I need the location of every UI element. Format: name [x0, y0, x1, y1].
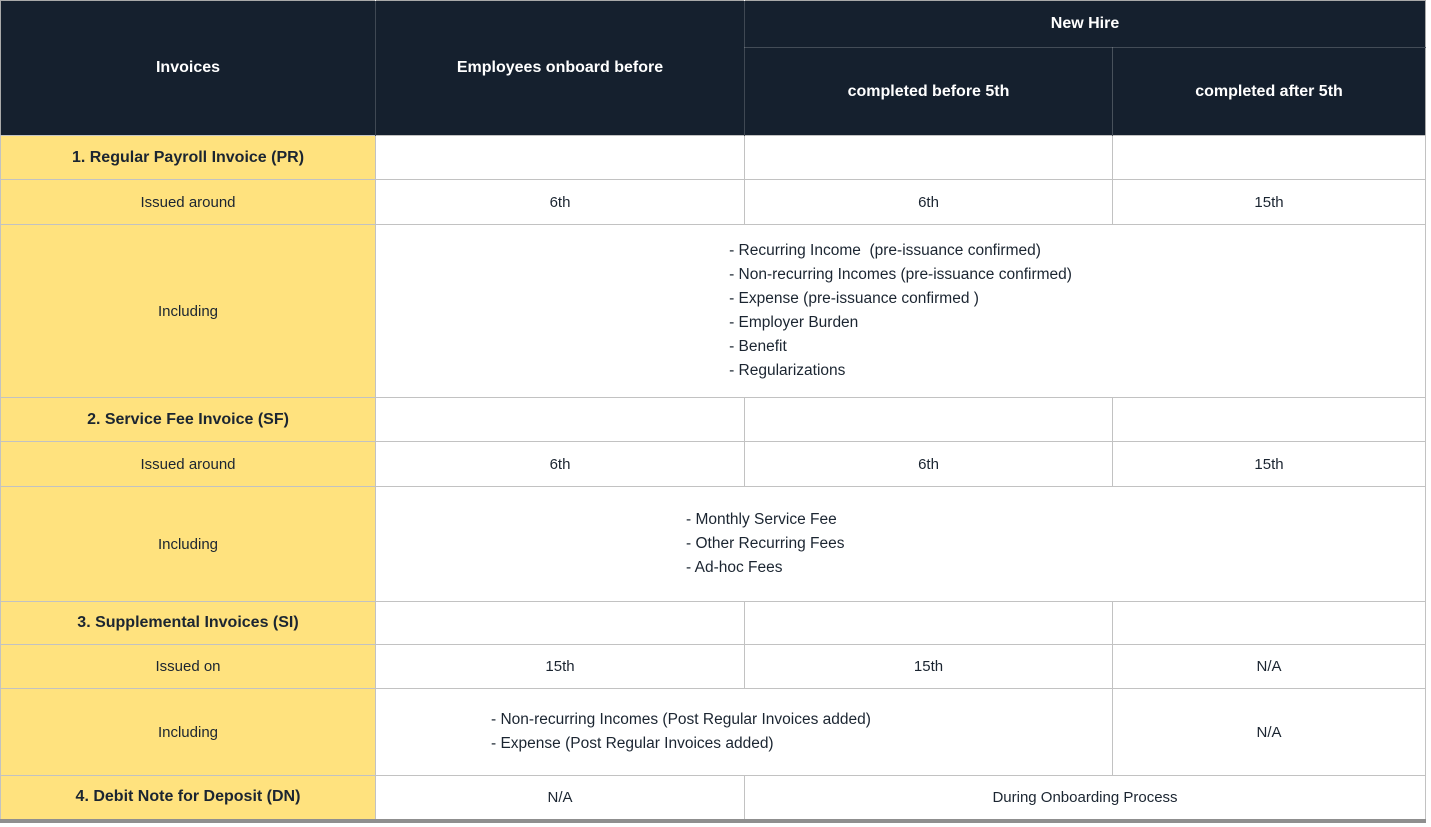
section3-title-row: [1, 602, 1426, 645]
section3-issued-employees: 15th: [376, 645, 745, 689]
section3-including-list: - Non-recurring Incomes (Post Regular Invoices added) - Expense (Post Regular Invoices added): [491, 711, 871, 752]
section3-issued-row: [1, 645, 1426, 689]
section2-including-label: Including: [1, 487, 376, 602]
section2-including-row: [1, 487, 1426, 602]
section2-empty-col3: [745, 398, 1113, 442]
section1-issued-before5th: 6th: [745, 180, 1113, 225]
section1-issued-after5th: 15th: [1113, 180, 1426, 225]
header-employees-onboard-before: Employees onboard before: [376, 1, 745, 136]
section1-empty-col4: [1113, 136, 1426, 180]
section1-issued-row: [1, 180, 1426, 225]
section3-title-cell: 3. Supplemental Invoices (SI): [1, 602, 376, 645]
section3-issued-label: Issued on: [1, 645, 376, 689]
header-completed-before-5th: completed before 5th: [745, 48, 1113, 136]
header-row-top: [1, 1, 1426, 48]
section3-issued-after5th: N/A: [1113, 645, 1426, 689]
section3-including-label: Including: [1, 689, 376, 776]
section4-title-cell: 4. Debit Note for Deposit (DN): [1, 776, 376, 821]
section1-title-cell: 1. Regular Payroll Invoice (PR): [1, 136, 376, 180]
section3-empty-col2: [376, 602, 745, 645]
section4-newhire-value: During Onboarding Process: [745, 776, 1426, 821]
section2-title-row: [1, 398, 1426, 442]
section1-issued-employees: 6th: [376, 180, 745, 225]
section1-title-row: [1, 136, 1426, 180]
section2-including-cell: [376, 487, 1426, 602]
header-new-hire: New Hire: [745, 1, 1426, 48]
section3-including-na: N/A: [1113, 689, 1426, 776]
section1-including-list: - Recurring Income (pre-issuance confirmed) - Non-recurring Incomes (pre-issuance confirmed) - Expense (pre-issuance confirmed ) - Employer Burden - Benefit - Regularizations: [729, 242, 1072, 379]
section2-title-cell: 2. Service Fee Invoice (SF): [1, 398, 376, 442]
section2-issued-before5th: 6th: [745, 442, 1113, 487]
section2-issued-row: [1, 442, 1426, 487]
section4-row: [1, 776, 1426, 821]
section2-issued-after5th: 15th: [1113, 442, 1426, 487]
section3-including-cell: [376, 689, 1113, 776]
section2-issued-label: Issued around: [1, 442, 376, 487]
section3-including-row: [1, 689, 1426, 776]
section3-empty-col3: [745, 602, 1113, 645]
section1-empty-col2: [376, 136, 745, 180]
section2-including-list: - Monthly Service Fee - Other Recurring Fees - Ad-hoc Fees: [686, 511, 845, 576]
section1-including-row: [1, 225, 1426, 398]
section1-empty-col3: [745, 136, 1113, 180]
header-invoices: Invoices: [1, 1, 376, 136]
section4-employees-value: N/A: [376, 776, 745, 821]
section2-empty-col4: [1113, 398, 1426, 442]
section3-empty-col4: [1113, 602, 1426, 645]
section1-issued-label: Issued around: [1, 180, 376, 225]
section1-including-label: Including: [1, 225, 376, 398]
section1-including-cell: [376, 225, 1426, 398]
header-completed-after-5th: completed after 5th: [1113, 48, 1426, 136]
section3-issued-before5th: 15th: [745, 645, 1113, 689]
section2-empty-col2: [376, 398, 745, 442]
section2-issued-employees: 6th: [376, 442, 745, 487]
